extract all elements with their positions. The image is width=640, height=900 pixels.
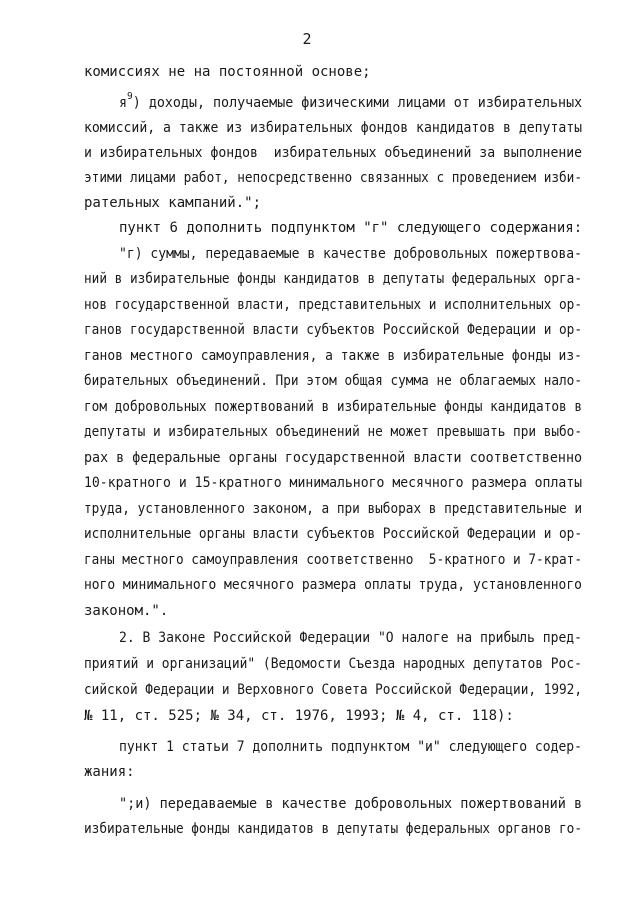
text-line: этими лицами работ, непосредственно связанных с проведением изби- [84,170,583,186]
text-line: 10-кратного и 15-кратного минимального месячного размера оплаты [84,475,583,491]
text-line: рательных кампаний."; [84,195,262,211]
text-line: приятий и организаций" (Ведомости Съезда народных депутатов Рос- [84,656,582,672]
text-line: пункт 1 статьи 7 дополнить подпунктом "и" следующего содер- [119,739,582,755]
text-line: жания: [84,764,135,780]
text-line: ний в избирательные фонды кандидатов в депутаты федеральных орга- [84,271,583,287]
text-line: ганов местного самоуправления, а также в избирательные фонды из- [84,348,582,364]
text-line: депутаты и избирательных объединений не может превышать при выбо- [84,424,583,440]
text-line: гом добровольных пожертвований в избирательные фонды кандидатов в [84,399,583,415]
text-line: и избирательных фондов избирательных объединений за выполнение [84,145,583,161]
text-line: ганы местного самоуправления соответственно 5-кратного и 7-крат- [84,552,583,568]
text-line: комиссиях не на постоянной основе; [84,64,371,80]
text-line: комиссий, а также из избирательных фондов кандидатов в депутаты [84,120,583,136]
text-line: ганов государственной власти субъектов Российской Федерации и ор- [84,322,583,338]
text-line: $я^9$) доходы, получаемые физическими лицами от избирательных [119,91,583,111]
text-line: избирательные фонды кандидатов в депутаты федеральных органов го- [84,821,583,837]
text-line: пункт 6 дополнить подпунктом "г" следующего содержания: [119,220,583,236]
superscript: 9 [127,91,133,103]
page-number: 2 [302,30,312,48]
text-line: труда, установленного законом, а при выборах в представительные и [84,501,583,517]
text-line: бирательных объединений. При этом общая сумма не облагаемых нало- [84,373,583,389]
text-line: № 11, ст. 525; № 34, ст. 1976, 1993; № 4, ст. 118): [84,708,514,724]
text-line: "г) суммы, передаваемые в качестве добровольных пожертвова- [119,246,582,262]
text-line: рах в федеральные органы государственной власти соответственно [84,450,583,466]
text-line: ";и) передаваемые в качестве добровольных пожертвований в [119,796,583,812]
text-line: ного минимального месячного размера оплаты труда, установленного [84,577,582,593]
text-line: 2. В Законе Российской Федерации "О налоге на прибыль пред- [119,630,582,646]
text-line: сийской Федерации и Верховного Совета Российской Федерации, 1992, [84,682,583,698]
text-line: законом.". [84,603,169,619]
text-line: нов государственной власти, представительных и исполнительных ор- [84,297,583,313]
text-line: исполнительные органы власти субъектов Российской Федерации и ор- [84,526,583,542]
